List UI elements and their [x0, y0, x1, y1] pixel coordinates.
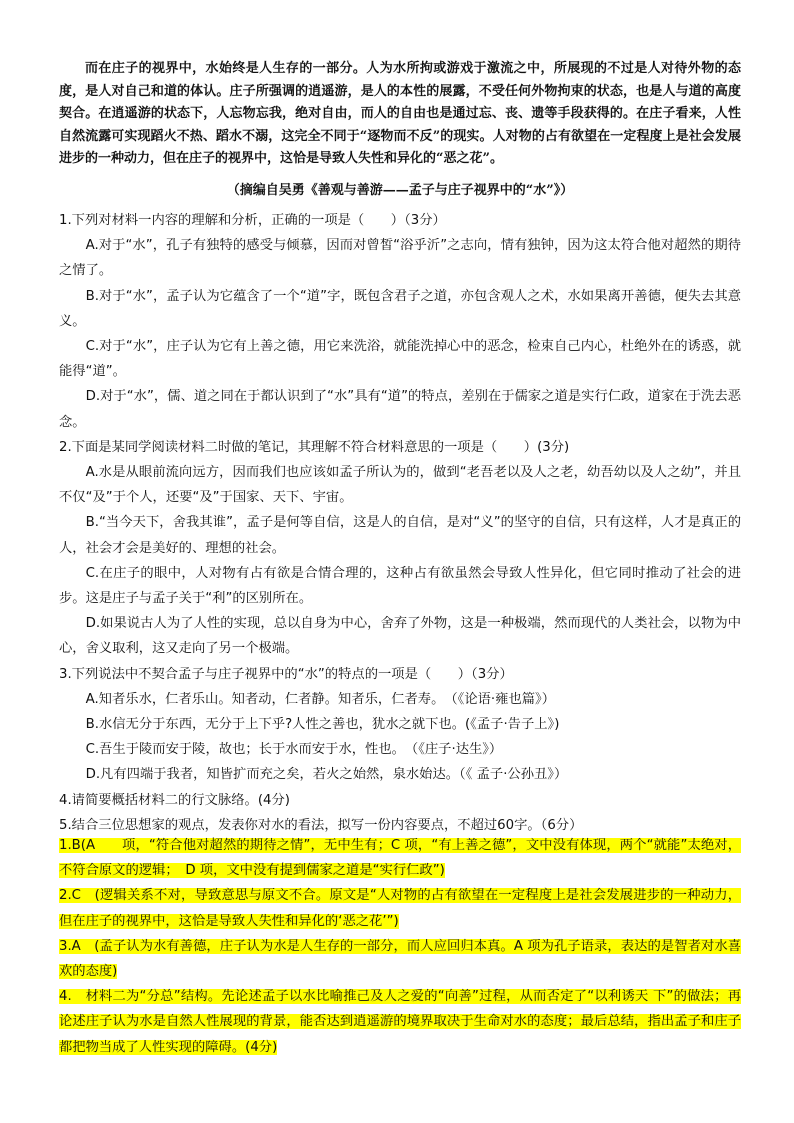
- reading-passage: 而在庄子的视界中，水始终是人生存的一部分。人为水所拘或游戏于激流之中，所展现的不过是人对待外物的态度，是人对自己和道的体认。庄子所强调的逍遥游，是人的本性的展露，不受任何外物拘束的状态，也是人与道的高度契合。在逍遥游的状态下，人忘物忘我，绝对自由，而人的自由也是通过忘、丧、遗等手段获得的。在庄子看来，人性自然流露可实现蹈火不热、蹈水不溺，这完全不同于“逐物而不反”的现实。人对物的占有欲望在一定程度上是社会发展进步的一种动力，但在庄子的视界中，这恰是导致人失性和异化的“恶之花”。: [59, 61, 741, 166]
- answer-3-highlight: 3.A (孟子认为水有善德，庄子认为水是人生存的一部分，而人应回归本真。A 项为孔子语录，表达的是智者对水喜欢的态度): [59, 938, 741, 980]
- question-3-stem: 3.下列说法中不契合孟子与庄子视界中的“水”的特点的一项是（ ）（3分）: [59, 666, 513, 682]
- question-1-stem: 1.下列对材料一内容的理解和分析，正确的一项是（ ）（3分）: [59, 213, 446, 228]
- question-2-stem: 2.下面是某同学阅读材料二时做的笔记，其理解不符合材料意思的一项是（ ）(3分): [59, 439, 570, 455]
- question-3-option-a: A.知者乐水，仁者乐山。知者动，仁者静。知者乐，仁者寿。 （《论语·雍也篇》）: [85, 691, 555, 707]
- answer-1-highlight: 1.B(A 项，“符合他对超然的期待之情”，无中生有；C 项，“有上善之德”，文中没有体现，两个“就能”太绝对，不符合原文的逻辑； D 项，文中没有提到儒家之道是“实行仁政”): [59, 838, 741, 879]
- question-3-option-c: C.吾生于陵而安于陵，故也；长于水而安于水，性也。 （《庄子·达生》）: [85, 742, 503, 758]
- question-2-option-a: A.水是从眼前流向远方，因而我们也应该如孟子所认为的，做到“老吾老以及人之老，幼吾幼以及人之幼”，并且不仅“及”于个人，还要“及”于国家、天下、宇宙。: [59, 465, 741, 506]
- question-2-option-c: C.在庄子的眼中，人对物有占有欲是合情合理的，这种占有欲虽然会导致人性异化，但它同时推动了社会的进步。这是庄子与孟子关于“利”的区别所在。: [59, 565, 741, 607]
- answer-1: [59, 833, 741, 883]
- question-3-option-d: D.凡有四端于我者，知皆扩而充之矣，若火之始然，泉水始达。（《 孟子·公孙丑》）: [85, 767, 568, 783]
- answer-3: [59, 934, 741, 984]
- question-3-option-b: B.水信无分于东西，无分于上下乎?人性之善也，犹水之就下也。(《孟子·告子上》): [85, 717, 560, 733]
- question-1-option-a: A.对于“水”，孔子有独特的感受与倾慕，因而对曾皙“浴乎沂”之志向，情有独钟，因为这太符合他对超然的期待之情了。: [59, 238, 741, 279]
- question-1-option-c: C.对于“水”，庄子认为它有上善之德，用它来洗浴，就能洗掉心中的恶念，检束自己内心，杜绝外在的诱惑，就能得“道”。: [59, 339, 741, 380]
- answer-key: [59, 833, 741, 1060]
- question-2-option-b: B.“当今天下，舍我其谁”，孟子是何等自信，这是人的自信，是对“义”的坚守的自信，只有这样，人才是真正的人，社会才会是美好的、理想的社会。: [59, 515, 741, 556]
- answer-4-highlight: 4. 材料二为“分总”结构。先论述孟子以水比喻推己及人之爱的“向善”过程，从而否定了“以利诱天 下”的做法；再论述庄子认为水是自然人性展现的背景，能否达到逍遥游的境界取决于生命对水的态度；最后总结，指出孟子和庄子都把物当成了人性实现的障碍。(4分): [59, 989, 741, 1055]
- passage-source: （摘编自吴勇《善观与善游——孟子与庄子视界中的“水”》）: [226, 183, 574, 198]
- question-5-stem: 5.结合三位思想家的观点，发表你对水的看法，拟写一份内容要点，不超过60字。（6分）: [59, 817, 583, 833]
- question-4-stem: 4.请简要概括材料二的行文脉络。(4分): [59, 792, 290, 808]
- answer-4: [59, 984, 741, 1060]
- answer-2: [59, 883, 741, 933]
- question-1-option-d: D.对于“水”，儒、道之同在于都认识到了“水”具有“道”的特点，差别在于儒家之道是实行仁政，道家在于洗去恶念。: [59, 389, 741, 430]
- question-list: [59, 208, 741, 838]
- answer-2-highlight: 2.C (逻辑关系不对，导致意思与原文不合。原文是“人对物的占有欲望在一定程度上是社会发展进步的一种动力，但在庄子的视界中，这恰是导致人失性和异化的‘恶之花’”): [59, 888, 741, 929]
- question-2-option-d: D.如果说古人为了人性的实现，总以自身为中心，舍弃了外物，这是一种极端，然而现代的人类社会，以物为中心，舍义取利，这又走向了另一个极端。: [59, 616, 741, 657]
- question-1-option-b: B.对于“水”，孟子认为它蕴含了一个“道”字，既包含君子之道，亦包含观人之术，水如果离开善德，便失去其意义。: [59, 288, 741, 329]
